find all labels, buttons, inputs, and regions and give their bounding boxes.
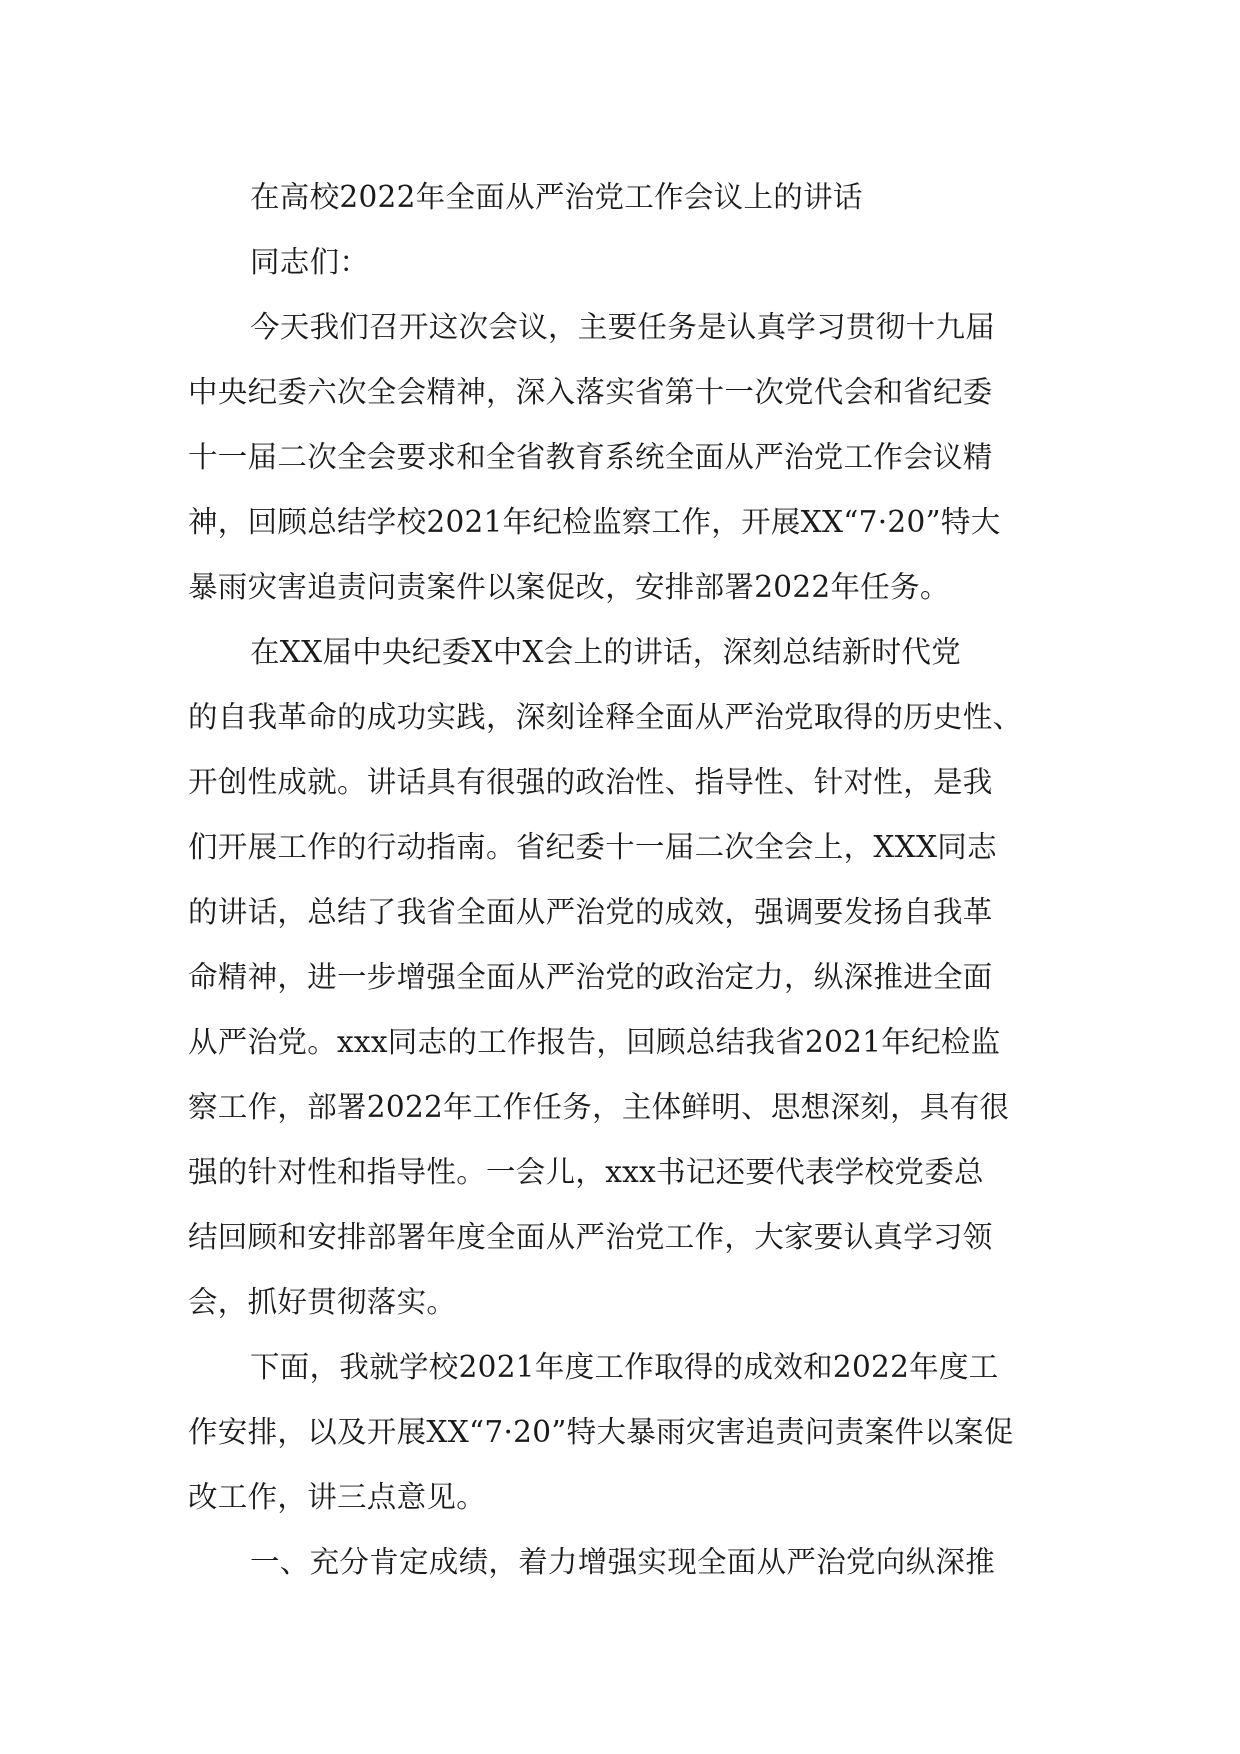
paragraph-line: 的自我革命的成功实践，深刻诠释全面从严治党取得的历史性、 — [188, 700, 1023, 734]
paragraph-line: 神，回顾总结学校2021年纪检监察工作，开展XX“7·20”特大 — [188, 505, 1001, 539]
paragraph-line: 们开展工作的行动指南。省纪委十一届二次全会上，XXX同志 — [188, 830, 997, 864]
paragraph-line: 强的针对性和指导性。一会儿，xxx书记还要代表学校党委总 — [188, 1155, 984, 1189]
paragraph-line: 察工作，部署2022年工作任务，主体鲜明、思想深刻，具有很 — [188, 1090, 1010, 1124]
document-title: 在高校2022年全面从严治党工作会议上的讲话 — [250, 180, 863, 214]
paragraph-line: 开创性成就。讲话具有很强的政治性、指导性、针对性，是我 — [188, 765, 993, 799]
paragraph-line: 十一届二次全会要求和全省教育系统全面从严治党工作会议精 — [188, 440, 993, 474]
paragraph-1 — [188, 295, 1054, 620]
paragraph-2 — [188, 620, 1054, 1335]
paragraph-line: 中央纪委六次全会精神，深入落实省第十一次党代会和省纪委 — [188, 375, 993, 409]
paragraph-line: 暴雨灾害追责问责案件以案促改，安排部署2022年任务。 — [188, 570, 950, 604]
paragraph-3 — [188, 1335, 1054, 1530]
section-heading-1 — [188, 1530, 1054, 1595]
paragraph-line: 在XX届中央纪委X中X会上的讲话，深刻总结新时代党 — [250, 635, 962, 669]
paragraph-line: 今天我们召开这次会议，主要任务是认真学习贯彻十九届 — [250, 310, 996, 344]
paragraph-line: 的讲话，总结了我省全面从严治党的成效，强调要发扬自我革 — [188, 895, 993, 929]
document-page — [188, 165, 1054, 1595]
paragraph-line: 会，抓好贯彻落实。 — [188, 1285, 457, 1319]
paragraph-line: 一、充分肯定成绩，着力增强实现全面从严治党向纵深推 — [250, 1545, 996, 1579]
paragraph-line: 改工作，讲三点意见。 — [188, 1480, 487, 1514]
paragraph-line: 作安排，以及开展XX“7·20”特大暴雨灾害追责问责案件以案促 — [188, 1415, 1014, 1449]
paragraph-line: 结回顾和安排部署年度全面从严治党工作，大家要认真学习领 — [188, 1220, 993, 1254]
paragraph-line: 下面，我就学校2021年度工作取得的成效和2022年度工 — [250, 1350, 999, 1384]
paragraph-line: 命精神，进一步增强全面从严治党的政治定力，纵深推进全面 — [188, 960, 993, 994]
paragraph-line: 从严治党。xxx同志的工作报告，回顾总结我省2021年纪检监 — [188, 1025, 1001, 1059]
salutation: 同志们： — [250, 245, 370, 279]
